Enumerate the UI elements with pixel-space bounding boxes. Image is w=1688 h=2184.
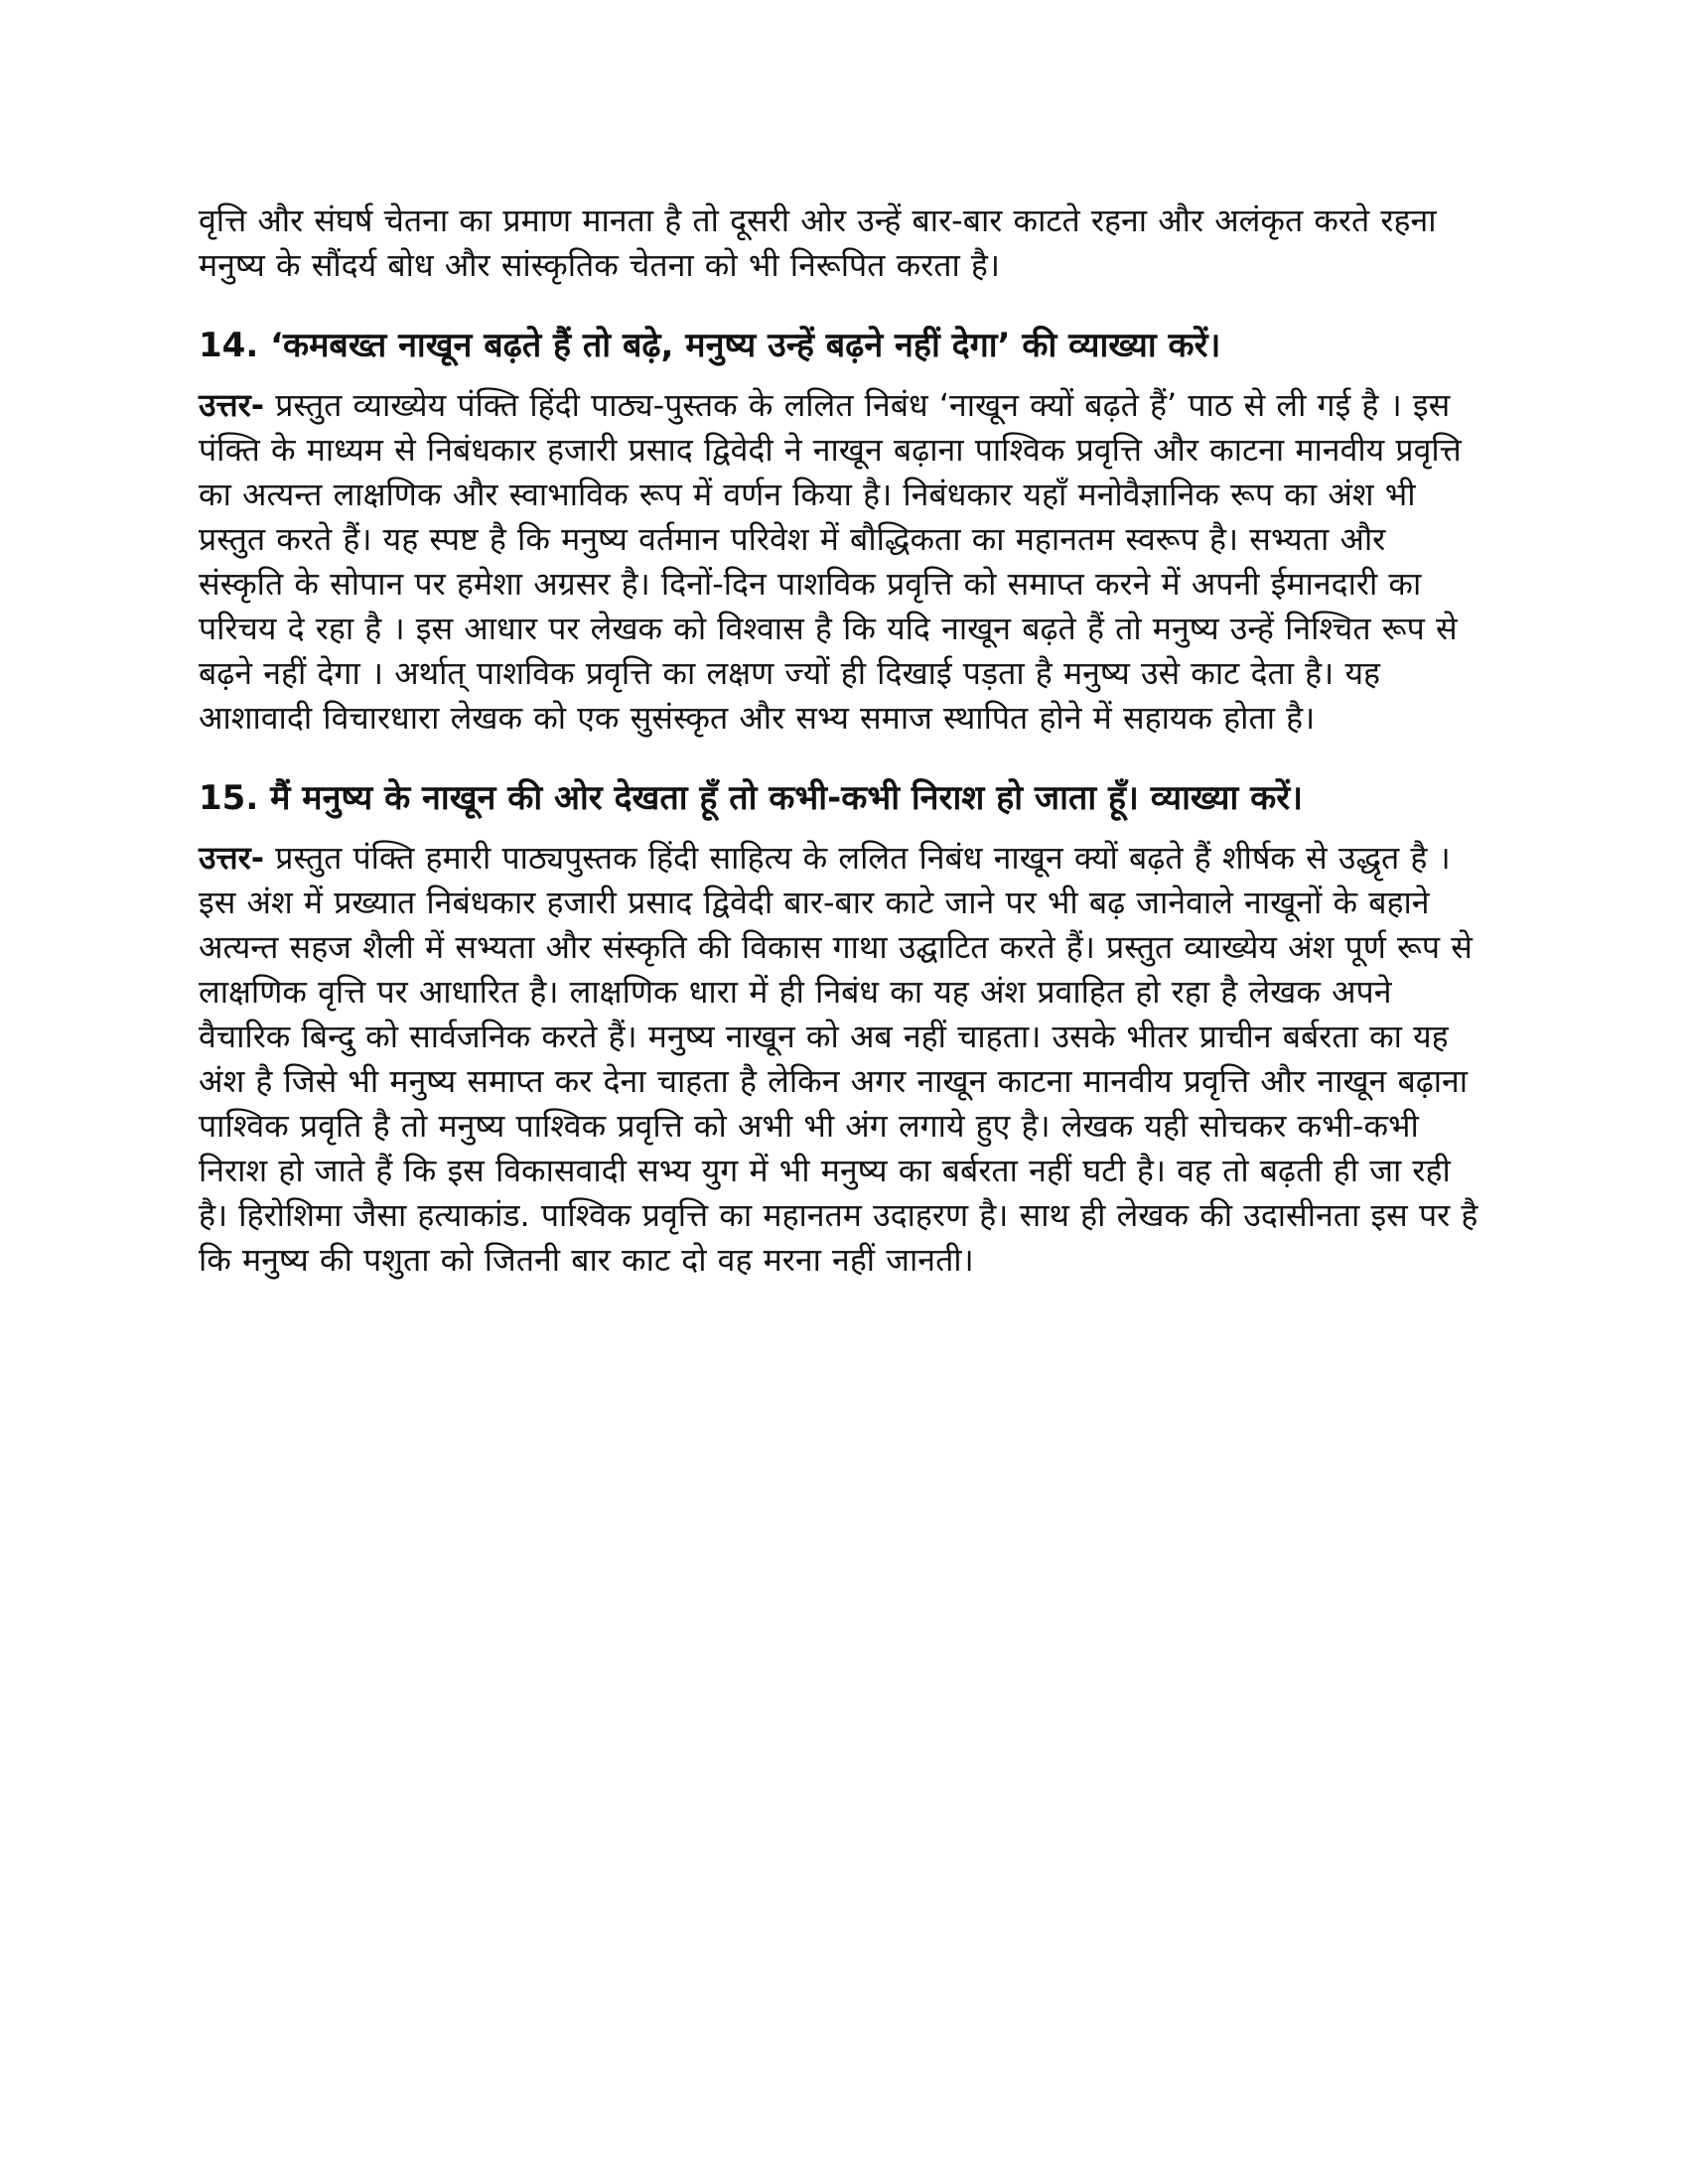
answer-14-paragraph: [199, 383, 1479, 741]
intro-paragraph: वृत्ति और संघर्ष चेतना का प्रमाण मानता है तो दूसरी ओर उन्हें बार-बार काटते रहना और अलंकृत करते रहना मनुष्य के सौंदर्य बोध और सांस्कृतिक चेतना को भी निरूपित करता है।: [199, 202, 1437, 284]
question-14-heading: 14. ‘कमबख्त नाखून बढ़ते हैं तो बढ़े, मनुष्य उन्हें बढ़ने नहीं देगा’ की व्याख्या करें।: [199, 326, 1221, 365]
question-15-heading: 15. मैं मनुष्य के नाखून की ओर देखता हूँ तो कभी-कभी निराश हो जाता हूँ। व्याख्या करें।: [199, 778, 1304, 818]
answer-14-text: प्रस्तुत व्याख्येय पंक्ति हिंदी पाठ्य-पुस्तक के ललित निबंध ‘नाखून क्यों बढ़ते हैं’ पाठ से ली गई है । इस पंक्ति के माध्यम से निबंधकार हजारी प्रसाद द्विवेदी ने नाखून बढ़ाना पाश्विक प्रवृत्ति और काटना मानवीय प्रवृत्ति का अत्यन्त लाक्षणिक और स्वाभाविक रूप में वर्णन किया है। निबंधकार यहाँ मनोवैज्ञानिक रूप का अंश भी प्रस्तुत करते हैं। यह स्पष्ट है कि मनुष्य वर्तमान परिवेश में बौद्धिकता का महानतम स्वरूप है। सभ्यता और संस्कृति के सोपान पर हमेशा अग्रसर है। दिनों-दिन पाशविक प्रवृत्ति को समाप्त करने में अपनी ईमानदारी का परिचय दे रहा है । इस आधार पर लेखक को विश्वास है कि यदि नाखून बढ़ते हैं तो मनुष्य उन्हें निश्चित रूप से बढ़ने नहीं देगा । अर्थात् पाशविक प्रवृत्ति का लक्षण ज्यों ही दिखाई पड़ता है मनुष्य उसे काट देता है। यह आशावादी विचारधारा लेखक को एक सुसंस्कृत और सभ्य समाज स्थापित होने में सहायक होता है।: [199, 386, 1462, 737]
answer-15-label: उत्तर-: [199, 839, 265, 877]
document-page: [199, 199, 1479, 1283]
answer-15-paragraph: [199, 836, 1479, 1283]
answer-14-label: उत्तर-: [199, 386, 265, 424]
answer-15-text: प्रस्तुत पंक्ति हमारी पाठ्यपुस्तक हिंदी साहित्य के ललित निबंध नाखून क्यों बढ़ते हैं शीर्षक से उद्धृत है । इस अंश में प्रख्यात निबंधकार हजारी प्रसाद द्विवेदी बार-बार काटे जाने पर भी बढ़ जानेवाले नाखूनों के बहाने अत्यन्त सहज शैली में सभ्यता और संस्कृति की विकास गाथा उद्घाटित करते हैं। प्रस्तुत व्याख्येय अंश पूर्ण रूप से लाक्षणिक वृत्ति पर आधारित है। लाक्षणिक धारा में ही निबंध का यह अंश प्रवाहित हो रहा है लेखक अपने वैचारिक बिन्दु को सार्वजनिक करते हैं। मनुष्य नाखून को अब नहीं चाहता। उसके भीतर प्राचीन बर्बरता का यह अंश है जिसे भी मनुष्य समाप्त कर देना चाहता है लेकिन अगर नाखून काटना मानवीय प्रवृत्ति और नाखून बढ़ाना पाश्विक प्रवृति है तो मनुष्य पाश्विक प्रवृत्ति को अभी भी अंग लगाये हुए है। लेखक यही सोचकर कभी-कभी निराश हो जाते हैं कि इस विकासवादी सभ्य युग में भी मनुष्य का बर्बरता नहीं घटी है। वह तो बढ़ती ही जा रही है। हिरोशिमा जैसा हत्याकांड. पाश्विक प्रवृत्ति का महानतम उदाहरण है। साथ ही लेखक की उदासीनता इस पर है कि मनुष्य की पशुता को जितनी बार काट दो वह मरना नहीं जानती।: [199, 839, 1478, 1279]
